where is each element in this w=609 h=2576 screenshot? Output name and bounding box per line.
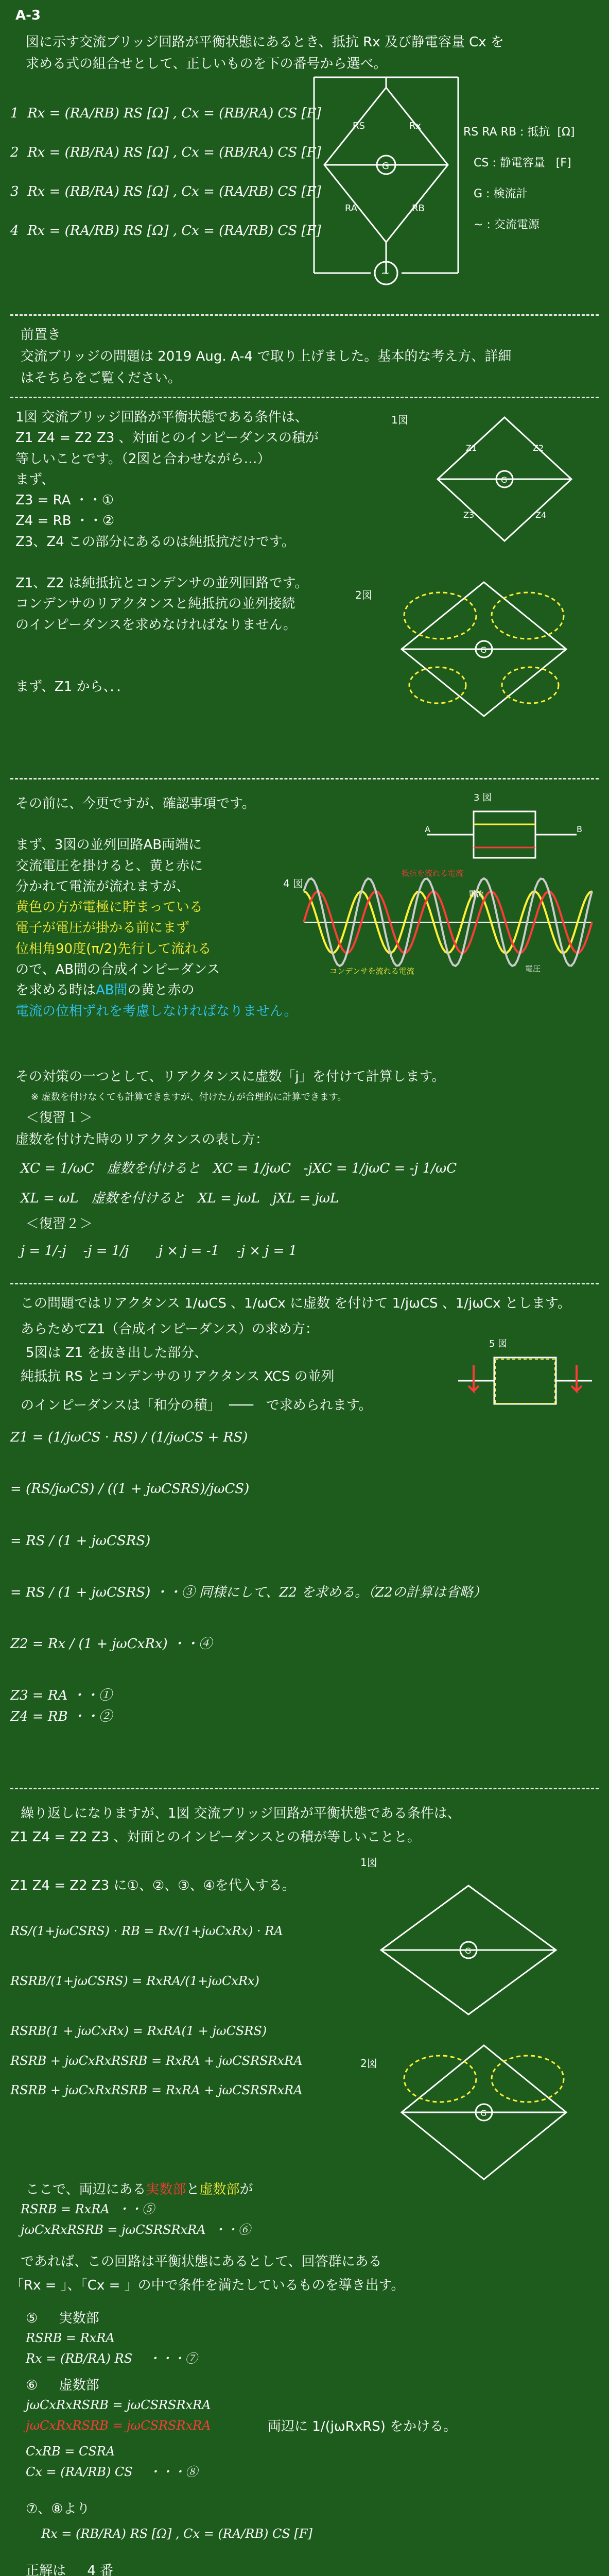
divider (10, 1283, 599, 1284)
wave-label-voltage: 電圧 (525, 964, 541, 973)
legend-capacitor: CS : 静電容量 [F] (474, 157, 571, 170)
s6-eq-1: jωCxRxRSRB = jωCSRSRxRA (26, 2398, 211, 2412)
sec3-line-1: この問題ではリアクタンス 1/ωCS 、1/ωCx に虚数 を付けて 1/jωCS 、1/jωCx とします。 (21, 1296, 571, 1311)
review2-title: ＜復習２＞ (26, 1216, 93, 1232)
sec3-line-3: 5図は Z1 を抜き出した部分、 (26, 1345, 208, 1361)
svg-text:G: G (382, 161, 389, 172)
review1-title: ＜復習１＞ (26, 1110, 93, 1126)
svg-text:RB: RB (412, 203, 425, 214)
svg-text:Z3: Z3 (463, 510, 475, 520)
s78-title: ⑦、⑧より (26, 2501, 90, 2517)
s6-title: ⑥ 虚数部 (26, 2378, 99, 2393)
section1-text: 1図 交流ブリッジ回路が平衡状態である条件は、 Z1 Z4 = Z2 Z3 、対面とのインピーダンスの積が 等しいことです。（2図と合わせながら…） まず、 Z3 = RA ・・① Z4 = RB ・・② Z3、Z4 この部分にあるのは純抵抗だけです。 Z1、Z2 は純抵抗とコンデンサの並列回路です。 コンデンサのリアクタンスと純抵抗の並列接続 のインピーダンスを求めなければなりません。 まず、Z1 から、．． (15, 410, 319, 694)
review1-a: 虚数を付けた時のリアクタンスの表し方： (15, 1132, 269, 1147)
review1-c: XL = ωL 虚数を付けると XL = jωL jXL = jωL (21, 1191, 339, 1206)
option-1: 1 Rx = (RA/RB) RS [Ω] , Cx = (RB/RA) CS [F] (10, 106, 321, 121)
z1-derivation: Z1 = (1/jωCS · RS) / (1/jωCS + RS) = (RS/jωCS) / ((1 + jωCSRS)/jωCS) = RS / (1 + jωCSRS) = RS / (1 + jωCSRS) ・・③ 同様にして、Z2 を求める。（Z2の計算は省略） Z2 = Rx / (1 + jωCxRx) ・・④ Z3 = RA ・・① Z4 = RB ・・② (10, 1430, 486, 1724)
fig5-label: 5 図 (489, 1338, 508, 1349)
wave-label-resistor: 抵抗を流れる電流 (402, 869, 464, 878)
sec4-line-2: Z1 Z4 = Z2 Z3 、対面とのインピーダンスとの積が等しいことと。 (10, 1829, 421, 1845)
s6-eq-4: Cx = (RA/RB) CS ・・・⑧ (26, 2465, 198, 2479)
wave-label-capacitor: コンデンサを流れる電流 (329, 967, 414, 976)
review1-b: XC = 1/ωC 虚数を付けると XC = 1/jωC -jXC = 1/jωC = -j 1/ωC (21, 1161, 457, 1176)
s5-title: ⑤ 実数部 (26, 2311, 99, 2326)
preface-line-1: 交流ブリッジの問題は 2019 Aug. A-4 で取り上げました。基本的な考え方、詳細 (21, 349, 512, 364)
s6-note: 両辺に 1/(jωRxRS) をかける。 (268, 2419, 457, 2434)
option-3: 3 Rx = (RB/RA) RS [Ω] , Cx = (RA/RB) CS [F] (10, 184, 321, 199)
svg-text:~: ~ (381, 267, 390, 279)
s78-eq: Rx = (RB/RA) RS [Ω] , Cx = (RA/RB) CS [F] (41, 2527, 312, 2541)
svg-text:RA: RA (345, 203, 358, 214)
s6-eq-3: CxRB = CSRA (26, 2444, 115, 2459)
option-2: 2 Rx = (RB/RA) RS [Ω] , Cx = (RB/RA) CS [F] (10, 145, 321, 160)
fig3-parallel (422, 804, 587, 866)
sec4-equations: RS/(1+jωCSRS) · RB = Rx/(1+jωCxRx) · RA RSRB/(1+jωCSRS) = RxRA/(1+jωCxRx) RSRB(1 + jωCxRx) = RxRA(1 + jωCSRS) RSRB + jωCxRxRSRB = RxRA + jωCSRSRxRA RSRB + jωCxRxRSRB = RxRA + jωCSRSRxRA (10, 1924, 303, 2097)
s6-eq-2: jωCxRxRSRB = jωCSRSRxRA (26, 2418, 211, 2433)
question-bridge-diagram (309, 72, 463, 289)
review2-a: j = 1/-j -j = 1/j j × j = -1 -j × j = 1 (21, 1243, 298, 1259)
preface-line-2: はそちらをご覧ください。 (21, 370, 182, 386)
fig4-label: 4 図 (283, 877, 304, 890)
fig4-waveforms (299, 866, 597, 979)
svg-text:G: G (465, 1946, 472, 1956)
fig1-bridge (422, 407, 587, 562)
sec4-fig1-label: 1図 (360, 1856, 377, 1869)
fig2-label: 2図 (355, 589, 372, 601)
here-line: ここで、両辺にある実数部と虚数部が (26, 2182, 253, 2197)
fig1-label: 1図 (391, 414, 408, 426)
svg-text:Z4: Z4 (535, 510, 547, 520)
sec4-fig1-bridge (360, 1875, 577, 2025)
legend-ac-source: ~ : 交流電源 (474, 218, 540, 231)
here-eq-5: RSRB = RxRA ・・⑤ (21, 2202, 154, 2216)
fig2-bridge (381, 572, 587, 737)
fig3-label: 3 図 (474, 792, 492, 803)
sec4-fig2-bridge (381, 2035, 587, 2190)
sec3-line-5: のインピーダンスは「和分の積」 ─── で求められます。 (21, 1398, 372, 1413)
then-line-1: であれば、この回路は平衡状態にあるとして、回答群にある (21, 2254, 382, 2269)
sec4-line-1: 繰り返しになりますが、1図 交流ブリッジ回路が平衡状態である条件は、 (21, 1806, 461, 1821)
question-line-1: 図に示す交流ブリッジ回路が平衡状態にあるとき、抵抗 Rx 及び静電容量 Cx を (26, 35, 504, 50)
preface-title: 前置き (21, 327, 61, 343)
divider (10, 1788, 599, 1789)
svg-text:B: B (577, 824, 582, 834)
here-eq-6: jωCxRxRSRB = jωCSRSRxRA ・・⑥ (21, 2223, 251, 2237)
note-1: その対策の一つとして、リアクタンスに虚数「j」を付けて計算します。 (15, 1069, 445, 1084)
section2-text: その前に、今更ですが、確認事項です。 まず、3図の並列回路AB両端に 交流電圧を掛けると、黄と赤に 分かれて電流が流れますが、 黄色の方が電極に貯まっている 電子が電圧が掛かる前にまず 位相角90度(π/2)先行して流れる ので、AB間の合成インピーダンス を求める時はAB間の黄と赤の 電流の位相ずれを考慮しなければなりません。 (15, 796, 298, 1019)
svg-text:A: A (425, 824, 430, 834)
svg-text:RS: RS (353, 121, 365, 131)
legend-resistors: RS RA RB : 抵抗 [Ω] (463, 126, 575, 139)
sec3-line-2: あらためてZ1（合成インピーダンス）の求め方： (21, 1321, 319, 1337)
svg-text:Z1: Z1 (466, 443, 477, 453)
sec4-line-4: Z1 Z4 = Z2 Z3 に①、②、③、④を代入する。 (10, 1878, 295, 1893)
page-title: A-3 (15, 8, 41, 23)
question-line-2: 求める式の組合せとして、正しいものを下の番号から選べ。 (26, 56, 387, 72)
sec3-line-4: 純抵抗 RS とコンデンサのリアクタンス XCS の並列 (21, 1369, 335, 1384)
svg-text:Z2: Z2 (533, 443, 544, 453)
svg-text:G: G (501, 475, 508, 485)
answer: 正解は 4 番 (26, 2563, 114, 2576)
divider (10, 397, 599, 398)
fig5-parallel (453, 1350, 597, 1412)
divider (10, 778, 599, 779)
svg-text:G: G (480, 2108, 487, 2118)
svg-text:G: G (480, 645, 487, 655)
s5-eq-1: RSRB = RxRA (26, 2331, 115, 2345)
note-2: ※ 虚数を付けなくても計算できますが、付けた方が合理的に計算できます。 (31, 1092, 347, 1103)
option-4: 4 Rx = (RA/RB) RS [Ω] , Cx = (RA/RB) CS [F] (10, 223, 321, 239)
divider (10, 314, 599, 316)
wave-label-current: 電流 (468, 889, 484, 899)
then-line-2: 「Rx = 」、「Cx = 」の中で条件を満たしているものを導き出す。 (10, 2278, 405, 2293)
svg-text:Rx: Rx (409, 121, 422, 131)
sec4-fig2-label: 2図 (360, 2057, 377, 2070)
s5-eq-2: Rx = (RB/RA) RS ・・・⑦ (26, 2351, 198, 2366)
legend-galvanometer: G : 検流計 (474, 188, 528, 200)
